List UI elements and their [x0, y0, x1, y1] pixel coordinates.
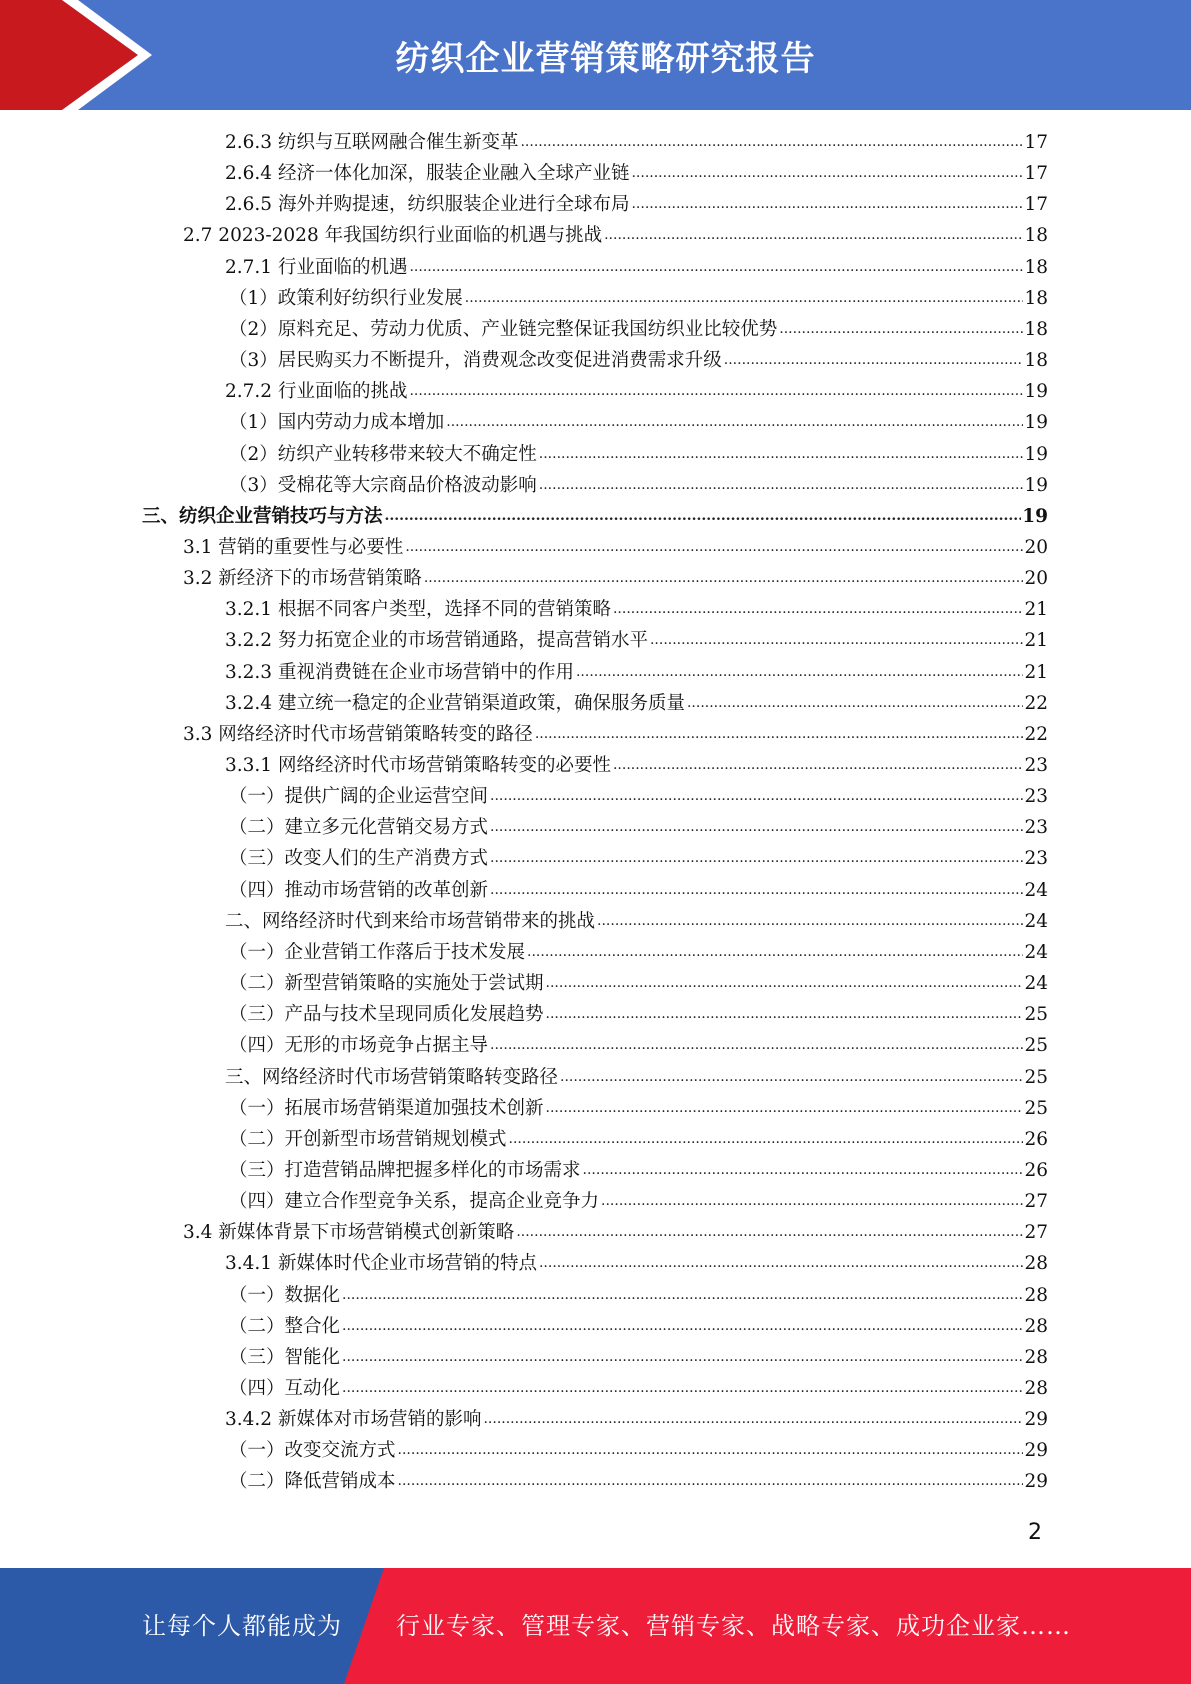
- toc-dot-leader: [398, 1435, 1024, 1466]
- toc-dot-leader: [779, 314, 1023, 345]
- toc-entry-title: （二）开创新型市场营销规划模式: [229, 1128, 507, 1150]
- toc-dot-leader: [490, 875, 1023, 906]
- toc-entry-title: 3.3.1 网络经济时代市场营销策略转变的必要性: [225, 755, 611, 776]
- toc-entry[interactable]: [225, 376, 1048, 407]
- toc-entry[interactable]: [229, 1466, 1048, 1497]
- toc-entry-page: 23: [1024, 786, 1048, 808]
- toc-entry[interactable]: [229, 781, 1048, 812]
- toc-entry[interactable]: [229, 1373, 1048, 1404]
- toc-entry[interactable]: [225, 625, 1048, 656]
- toc-entry-page: 27: [1024, 1222, 1048, 1244]
- toc-entry[interactable]: [225, 158, 1048, 189]
- toc-entry-page: 24: [1024, 879, 1048, 901]
- toc-dot-leader: [539, 1248, 1023, 1279]
- toc-entry-page: 21: [1024, 599, 1048, 621]
- toc-entry-page: 17: [1024, 194, 1048, 216]
- toc-entry-page: 18: [1024, 318, 1048, 340]
- toc-entry-page: 23: [1024, 817, 1048, 839]
- toc-entry-title: （一）数据化: [229, 1284, 341, 1306]
- toc-dot-leader: [409, 376, 1023, 407]
- toc-entry-page: 21: [1024, 661, 1048, 683]
- toc-dot-leader: [342, 1280, 1023, 1311]
- toc-entry[interactable]: [225, 1062, 1048, 1093]
- toc-entry[interactable]: [229, 968, 1048, 999]
- toc-entry-page: 25: [1024, 1097, 1048, 1119]
- toc-entry-page: 18: [1024, 256, 1048, 278]
- toc-entry-page: 28: [1024, 1378, 1048, 1399]
- toc-dot-leader: [613, 594, 1023, 625]
- toc-dot-leader: [509, 1124, 1024, 1155]
- toc-entry-title: 2.6.5 海外并购提速，纺织服装企业进行全球布局: [225, 194, 630, 216]
- toc-entry-title: （3）受棉花等大宗商品价格波动影响: [229, 474, 537, 496]
- toc-entry-title: （四）推动市场营销的改革创新: [229, 879, 489, 901]
- toc-entry-title: （一）提供广阔的企业运营空间: [229, 786, 489, 808]
- toc-dot-leader: [604, 220, 1023, 251]
- toc-entry-page: 19: [1024, 381, 1048, 403]
- toc-entry-page: 20: [1024, 536, 1048, 558]
- toc-entry-page: 28: [1024, 1284, 1048, 1306]
- toc-dot-leader: [342, 1342, 1023, 1373]
- toc-entry-page: 17: [1024, 132, 1048, 153]
- toc-entry[interactable]: [183, 563, 1048, 594]
- toc-dot-leader: [687, 688, 1023, 719]
- page-header: [0, 0, 1191, 110]
- toc-dot-leader: [516, 1217, 1023, 1248]
- toc-dot-leader: [465, 283, 1024, 314]
- toc-entry-title: （2）原料充足、劳动力优质、产业链完整保证我国纺织业比较优势: [229, 318, 778, 340]
- toc-entry-title: 3.2 新经济下的市场营销策略: [183, 568, 422, 590]
- toc-entry-title: （二）建立多元化营销交易方式: [229, 817, 489, 839]
- toc-entry-page: 27: [1024, 1191, 1048, 1213]
- toc-entry-page: 24: [1024, 910, 1048, 932]
- toc-entry[interactable]: [142, 501, 1048, 532]
- toc-entry[interactable]: [225, 906, 1048, 937]
- toc-entry-title: 三、纺织企业营销技巧与方法: [142, 505, 383, 527]
- toc-entry-page: 29: [1024, 1409, 1048, 1431]
- toc-entry[interactable]: [225, 657, 1048, 688]
- page-number: 2: [1028, 1520, 1042, 1545]
- toc-entry[interactable]: [229, 1280, 1048, 1311]
- toc-entry-title: 2.6.4 经济一体化加深，服装企业融入全球产业链: [225, 163, 630, 185]
- toc-dot-leader: [490, 843, 1023, 874]
- toc-entry[interactable]: [225, 750, 1048, 781]
- toc-dot-leader: [546, 1093, 1024, 1124]
- toc-entry[interactable]: [225, 127, 1048, 158]
- toc-dot-leader: [583, 1155, 1024, 1186]
- toc-entry-title: （二）整合化: [229, 1315, 341, 1337]
- toc-entry-title: 3.2.1 根据不同客户类型，选择不同的营销策略: [225, 599, 611, 621]
- toc-entry[interactable]: [229, 1093, 1048, 1124]
- toc-entry-page: 23: [1024, 755, 1048, 776]
- toc-entry-title: （2）纺织产业转移带来较大不确定性: [229, 443, 537, 465]
- toc-entry[interactable]: [183, 532, 1048, 563]
- toc-entry[interactable]: [225, 1404, 1048, 1435]
- toc-entry[interactable]: [229, 1186, 1048, 1217]
- toc-entry[interactable]: [183, 220, 1048, 251]
- document-title: 纺织企业营销策略研究报告: [395, 38, 816, 79]
- toc-entry-page: 25: [1024, 1035, 1048, 1057]
- toc-entry-title: （二）新型营销策略的实施处于尝试期: [229, 973, 544, 995]
- toc-entry-title: 3.2.4 建立统一稳定的企业营销渠道政策，确保服务质量: [225, 692, 685, 714]
- toc-entry[interactable]: [225, 252, 1048, 283]
- toc-dot-leader: [546, 968, 1024, 999]
- toc-entry[interactable]: [229, 1124, 1048, 1155]
- toc-dot-leader: [613, 750, 1023, 781]
- toc-dot-leader: [576, 657, 1023, 688]
- toc-dot-leader: [539, 439, 1024, 470]
- toc-entry-title: （四）建立合作型竞争关系，提高企业竞争力: [229, 1191, 600, 1213]
- toc-entry-title: （三）改变人们的生产消费方式: [229, 848, 489, 870]
- toc-entry-title: （二）降低营销成本: [229, 1471, 396, 1493]
- toc-entry-title: 三、网络经济时代市场营销策略转变路径: [225, 1066, 559, 1088]
- toc-entry-title: （四）无形的市场竞争占据主导: [229, 1035, 489, 1057]
- toc-entry-title: 3.1 营销的重要性与必要性: [183, 536, 404, 558]
- toc-entry-page: 19: [1024, 412, 1048, 434]
- toc-entry-title: 3.4.1 新媒体时代企业市场营销的特点: [225, 1253, 537, 1275]
- toc-entry-page: 24: [1024, 973, 1048, 995]
- toc-dot-leader: [539, 470, 1024, 501]
- toc-entry-title: （三）智能化: [229, 1346, 341, 1368]
- toc-entry-title: （三）产品与技术呈现同质化发展趋势: [229, 1004, 544, 1026]
- toc-dot-leader: [398, 1466, 1024, 1497]
- toc-entry-page: 22: [1024, 723, 1048, 745]
- toc-entry-title: （一）拓展市场营销渠道加强技术创新: [229, 1097, 544, 1119]
- toc-entry[interactable]: [225, 594, 1048, 625]
- footer-slogan-right: 行业专家、管理专家、营销专家、战略专家、成功企业家……: [396, 1612, 1071, 1640]
- footer-slogan-left: 让每个人都能成为: [142, 1612, 342, 1640]
- toc-dot-leader: [535, 719, 1024, 750]
- toc-entry-title: （四）互动化: [229, 1378, 341, 1399]
- toc-entry-title: 2.6.3 纺织与互联网融合催生新变革: [225, 132, 519, 153]
- toc-entry[interactable]: [229, 1342, 1048, 1373]
- toc-entry-title: 二、网络经济时代到来给市场营销带来的挑战: [225, 910, 596, 932]
- toc-entry[interactable]: [225, 189, 1048, 220]
- toc-dot-leader: [560, 1062, 1023, 1093]
- page-footer: [0, 1568, 1191, 1684]
- toc-entry-page: 26: [1024, 1159, 1048, 1181]
- toc-entry-page: 26: [1024, 1128, 1048, 1150]
- toc-entry-page: 19: [1022, 505, 1048, 527]
- toc-entry-page: 18: [1024, 225, 1048, 247]
- toc-entry[interactable]: [183, 719, 1048, 750]
- toc-dot-leader: [527, 937, 1023, 968]
- toc-entry-page: 20: [1024, 568, 1048, 590]
- toc-entry[interactable]: [229, 283, 1048, 314]
- toc-entry-page: 21: [1024, 630, 1048, 652]
- toc-entry-page: 19: [1024, 474, 1048, 496]
- toc-entry[interactable]: [225, 1248, 1048, 1279]
- toc-entry[interactable]: [229, 1030, 1048, 1061]
- toc-entry-page: 17: [1024, 163, 1048, 185]
- toc-dot-leader: [446, 407, 1023, 438]
- toc-entry[interactable]: [183, 1217, 1048, 1248]
- toc-dot-leader: [490, 1030, 1023, 1061]
- toc-entry[interactable]: [229, 812, 1048, 843]
- toc-entry-page: 23: [1024, 848, 1048, 870]
- toc-entry-title: 3.4.2 新媒体对市场营销的影响: [225, 1409, 482, 1431]
- toc-dot-leader: [520, 127, 1023, 158]
- toc-entry[interactable]: [229, 407, 1048, 438]
- toc-entry[interactable]: [229, 470, 1048, 501]
- toc-dot-leader: [409, 252, 1023, 283]
- toc-dot-leader: [601, 1186, 1023, 1217]
- toc-entry[interactable]: [229, 314, 1048, 345]
- toc-dot-leader: [385, 501, 1022, 532]
- toc-entry[interactable]: [229, 1155, 1048, 1186]
- toc-entry-title: （一）改变交流方式: [229, 1440, 396, 1462]
- toc-dot-leader: [342, 1373, 1023, 1404]
- toc-entry-title: 3.4 新媒体背景下市场营销模式创新策略: [183, 1222, 515, 1244]
- toc-entry[interactable]: [229, 937, 1048, 968]
- toc-dot-leader: [490, 781, 1023, 812]
- toc-entry-title: （1）国内劳动力成本增加: [229, 412, 445, 434]
- toc-entry-title: 3.2.3 重视消费链在企业市场营销中的作用: [225, 661, 574, 683]
- toc-dot-leader: [546, 999, 1024, 1030]
- toc-entry-page: 25: [1024, 1066, 1048, 1088]
- toc-dot-leader: [650, 625, 1023, 656]
- toc-entry-page: 25: [1024, 1004, 1048, 1026]
- toc-entry[interactable]: [229, 345, 1048, 376]
- toc-entry-page: 29: [1024, 1440, 1048, 1462]
- toc-dot-leader: [724, 345, 1024, 376]
- toc-dot-leader: [424, 563, 1024, 594]
- toc-dot-leader: [631, 189, 1023, 220]
- toc-entry-title: 3.3 网络经济时代市场营销策略转变的路径: [183, 723, 533, 745]
- toc-entry[interactable]: [229, 999, 1048, 1030]
- toc-entry-page: 29: [1024, 1471, 1048, 1493]
- toc-entry-title: 2.7.1 行业面临的机遇: [225, 256, 408, 278]
- toc-dot-leader: [405, 532, 1023, 563]
- toc-entry-title: （一）企业营销工作落后于技术发展: [229, 941, 526, 963]
- toc-entry-page: 19: [1024, 443, 1048, 465]
- toc-dot-leader: [597, 906, 1023, 937]
- toc-entry-title: 2.7.2 行业面临的挑战: [225, 381, 408, 403]
- toc-entry-page: 24: [1024, 941, 1048, 963]
- toc-entry[interactable]: [225, 688, 1048, 719]
- toc-entry-page: 28: [1024, 1253, 1048, 1275]
- toc-entry-title: （三）打造营销品牌把握多样化的市场需求: [229, 1159, 581, 1181]
- toc-entry-page: 28: [1024, 1346, 1048, 1368]
- toc-entry-title: （1）政策利好纺织行业发展: [229, 287, 463, 309]
- toc-dot-leader: [490, 812, 1023, 843]
- toc-entry-page: 18: [1024, 287, 1048, 309]
- toc-dot-leader: [342, 1311, 1023, 1342]
- toc-entry-title: 3.2.2 努力拓宽企业的市场营销通路，提高营销水平: [225, 630, 648, 652]
- toc-entry[interactable]: [229, 875, 1048, 906]
- toc-entry-page: 28: [1024, 1315, 1048, 1337]
- toc-entry-title: （3）居民购买力不断提升，消费观念改变促进消费需求升级: [229, 350, 722, 372]
- toc-entry-title: 2.7 2023-2028 年我国纺织行业面临的机遇与挑战: [183, 225, 603, 247]
- toc-entry-page: 18: [1024, 350, 1048, 372]
- toc-entry[interactable]: [229, 1311, 1048, 1342]
- toc-dot-leader: [631, 158, 1023, 189]
- toc-entry[interactable]: [229, 1435, 1048, 1466]
- toc-entry-page: 22: [1024, 692, 1048, 714]
- toc-dot-leader: [483, 1404, 1023, 1435]
- toc-entry[interactable]: [229, 439, 1048, 470]
- toc-entry[interactable]: [229, 843, 1048, 874]
